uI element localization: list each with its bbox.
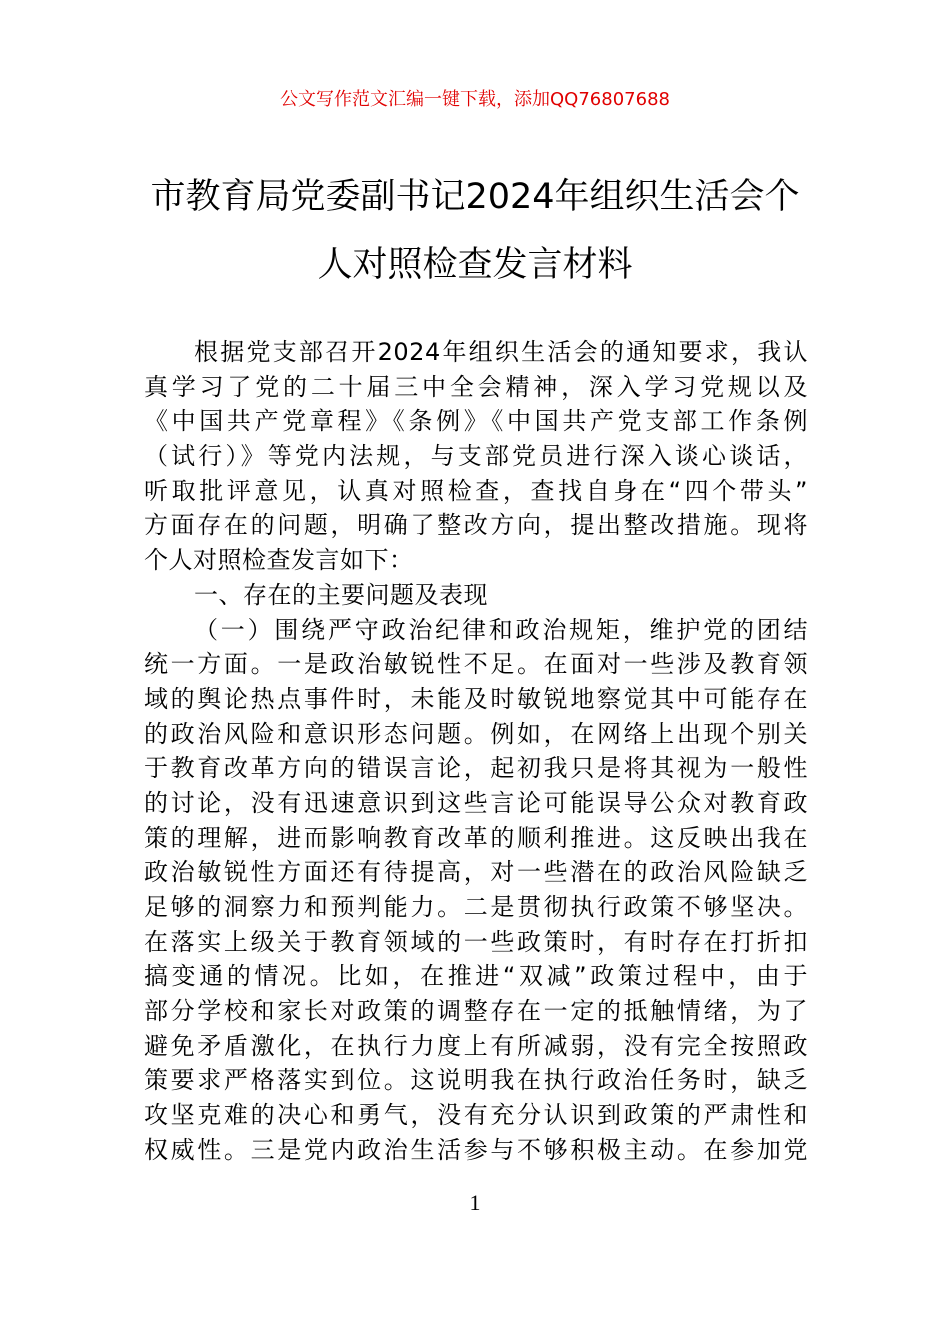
page-number: 1 bbox=[469, 1190, 481, 1215]
text-line: （试行）》等党内法规，与支部党员进行深入谈心谈话， bbox=[144, 442, 808, 471]
text-line: 域的舆论热点事件时，未能及时敏锐地察觉其中可能存在 bbox=[144, 684, 808, 713]
text-line: 方面存在的问题，明确了整改方向，提出整改措施。现将 bbox=[144, 511, 808, 540]
text-line: 《中国共产党章程》《条例》《中国共产党支部工作条例 bbox=[144, 407, 808, 436]
section-heading: 一、存在的主要问题及表现 bbox=[194, 580, 488, 609]
text-line: 避免矛盾激化，在执行力度上有所减弱，没有完全按照政 bbox=[144, 1031, 808, 1060]
text-line: 个人对照检查发言如下： bbox=[144, 546, 414, 575]
text-line: （一）围绕严守政治纪律和政治规矩，维护党的团结 bbox=[194, 615, 808, 644]
paragraph-intro bbox=[144, 335, 808, 578]
text-line: 于教育改革方向的错误言论，起初我只是将其视为一般性 bbox=[144, 754, 808, 783]
text-line: 策要求严格落实到位。这说明我在执行政治任务时，缺乏 bbox=[144, 1066, 808, 1095]
text-line: 的讨论，没有迅速意识到这些言论可能误导公众对教育政 bbox=[144, 788, 808, 817]
text-line: 搞变通的情况。比如，在推进“双减”政策过程中，由于 bbox=[144, 962, 808, 991]
document-body bbox=[144, 335, 808, 1168]
text-line: 真学习了党的二十届三中全会精神，深入学习党规以及 bbox=[144, 372, 808, 401]
text-line: 攻坚克难的决心和勇气，没有充分认识到政策的严肃性和 bbox=[144, 1101, 808, 1130]
text-line: 权威性。三是党内政治生活参与不够积极主动。在参加党 bbox=[144, 1135, 808, 1164]
document-title-line-2: 人对照检查发言材料 bbox=[317, 245, 633, 285]
paragraph-problems bbox=[144, 613, 808, 1168]
text-line: 在落实上级关于教育领域的一些政策时，有时存在打折扣 bbox=[144, 927, 808, 956]
text-line: 听取批评意见，认真对照检查，查找自身在“四个带头” bbox=[144, 476, 808, 505]
text-line: 政治敏锐性方面还有待提高，对一些潜在的政治风险缺乏 bbox=[144, 858, 808, 887]
text-line: 足够的洞察力和预判能力。二是贯彻执行政策不够坚决。 bbox=[144, 893, 808, 921]
text-line: 根据党支部召开2024年组织生活会的通知要求，我认 bbox=[194, 338, 808, 366]
watermark-header: 公文写作范文汇编一键下载，添加QQ76807688 bbox=[280, 89, 670, 110]
text-line: 策的理解，进而影响教育改革的顺利推进。这反映出我在 bbox=[144, 823, 808, 852]
text-line: 统一方面。一是政治敏锐性不足。在面对一些涉及教育领 bbox=[144, 650, 808, 679]
text-line: 部分学校和家长对政策的调整存在一定的抵触情绪，为了 bbox=[144, 997, 808, 1026]
document-title-line-1: 市教育局党委副书记2024年组织生活会个 bbox=[150, 177, 800, 217]
text-line: 的政治风险和意识形态问题。例如，在网络上出现个别关 bbox=[144, 719, 808, 748]
